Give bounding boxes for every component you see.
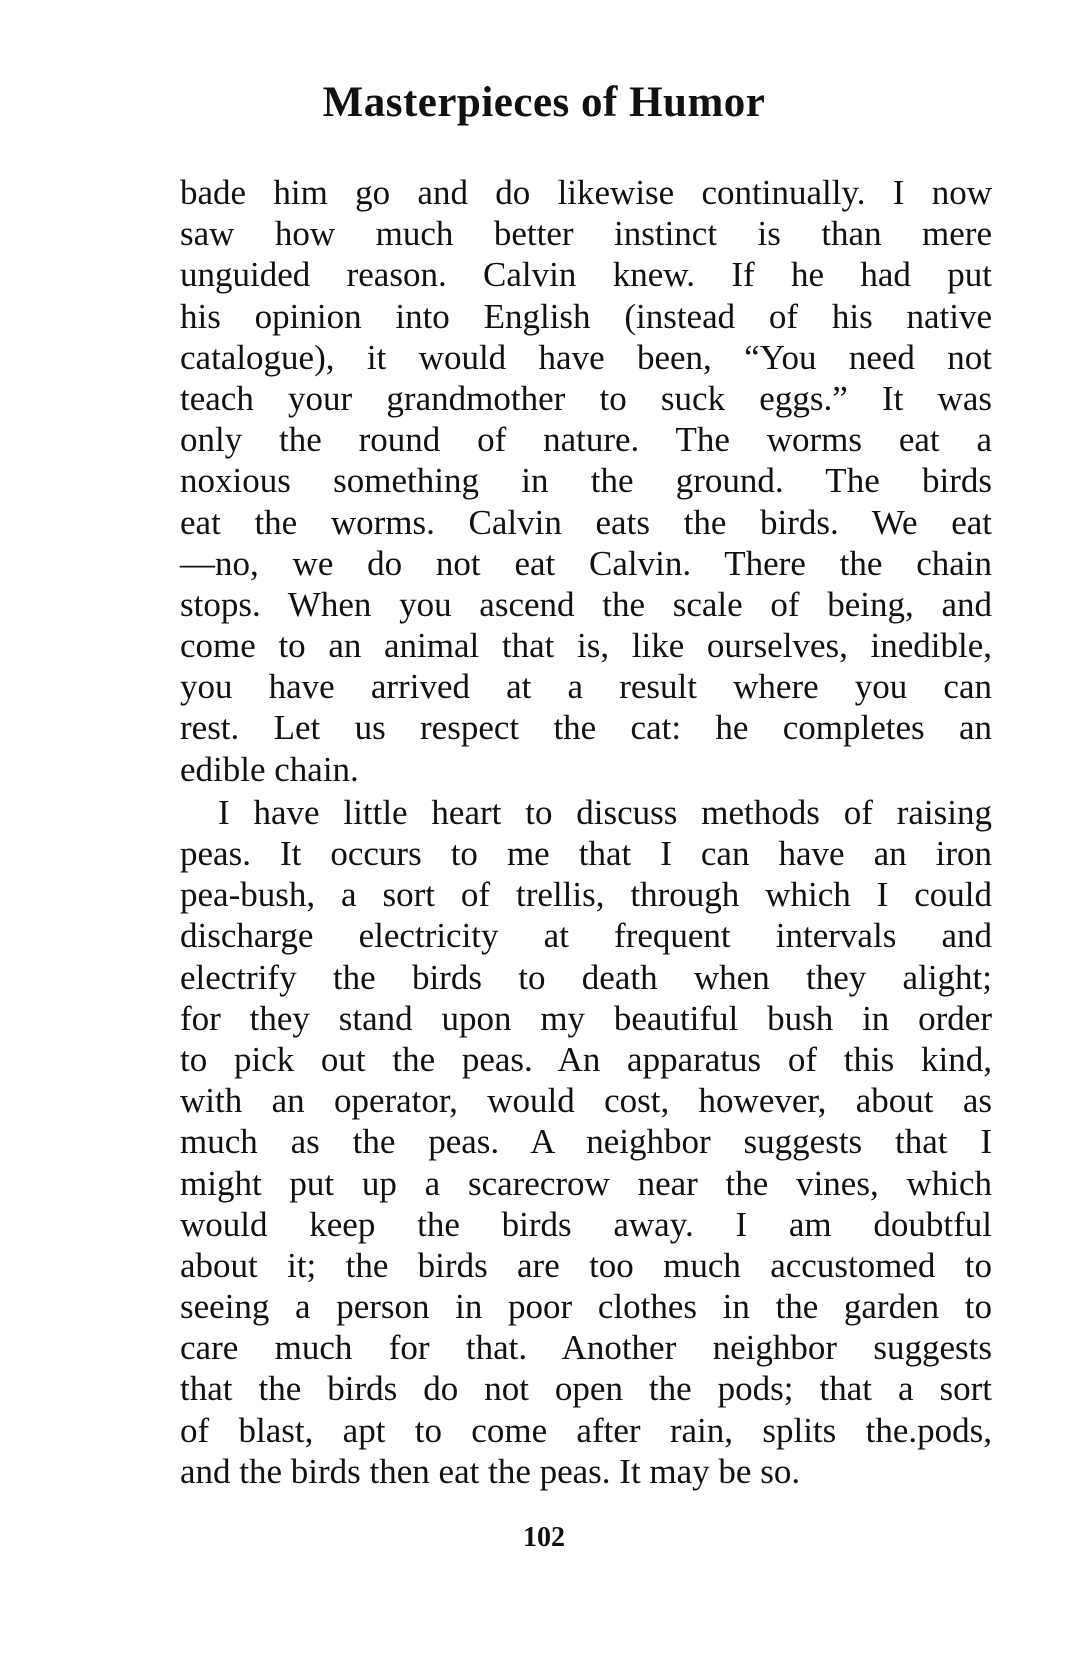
text-line: edible chain.: [180, 749, 359, 789]
text-line: might put up a scarecrow near the vines, which: [180, 1163, 992, 1203]
text-line: seeing a person in poor clothes in the garden to: [180, 1287, 992, 1327]
text-line: bade him go and do likewise continually. I now: [180, 173, 992, 212]
text-line: of blast, apt to come after rain, splits the.pods,: [180, 1410, 992, 1450]
text-line: you have arrived at a result where you can: [180, 667, 992, 707]
running-title: Masterpieces of Humor: [322, 79, 766, 126]
text-line: that the birds do not open the pods; that a sort: [180, 1369, 992, 1409]
text-line: teach your grandmother to suck eggs.” It was: [180, 378, 992, 418]
text-line: I have little heart to discuss methods of raising: [218, 792, 992, 832]
text-line: much as the peas. A neighbor suggests that I: [180, 1122, 992, 1162]
text-line: rest. Let us respect the cat: he completes an: [180, 708, 992, 748]
page-number: 102: [523, 1522, 565, 1553]
text-line: come to an animal that is, like ourselves, inedible,: [180, 626, 992, 666]
text-line: would keep the birds away. I am doubtful: [180, 1204, 992, 1244]
text-line: and the birds then eat the peas. It may be so.: [180, 1451, 801, 1491]
text-line: saw how much better instinct is than mere: [180, 214, 992, 254]
text-line: only the round of nature. The worms eat a: [180, 420, 992, 460]
text-line: with an operator, would cost, however, about as: [180, 1081, 992, 1121]
text-line: electrify the birds to death when they alight;: [180, 957, 992, 997]
text-line: stops. When you ascend the scale of being, and: [180, 584, 992, 624]
text-line: pea-bush, a sort of trellis, through which I could: [180, 875, 992, 915]
text-line: peas. It occurs to me that I can have an iron: [180, 834, 992, 873]
text-line: catalogue), it would have been, “You need not: [180, 337, 992, 377]
text-line: about it; the birds are too much accustomed to: [180, 1245, 992, 1285]
text-line: care much for that. Another neighbor suggests: [180, 1328, 992, 1368]
text-line: unguided reason. Calvin knew. If he had put: [180, 255, 992, 295]
text-line: for they stand upon my beautiful bush in order: [180, 998, 992, 1038]
text-line: discharge electricity at frequent intervals and: [180, 916, 992, 956]
text-line: —no, we do not eat Calvin. There the chain: [180, 543, 992, 583]
text-line: his opinion into English (instead of his native: [180, 296, 992, 336]
paragraph-2: [180, 792, 992, 1492]
text-line: noxious something in the ground. The birds: [180, 461, 992, 501]
body-text: [180, 172, 992, 1492]
text-line: to pick out the peas. An apparatus of this kind,: [180, 1039, 992, 1079]
paragraph-1: [180, 172, 992, 790]
text-line: eat the worms. Calvin eats the birds. We eat: [180, 502, 992, 542]
